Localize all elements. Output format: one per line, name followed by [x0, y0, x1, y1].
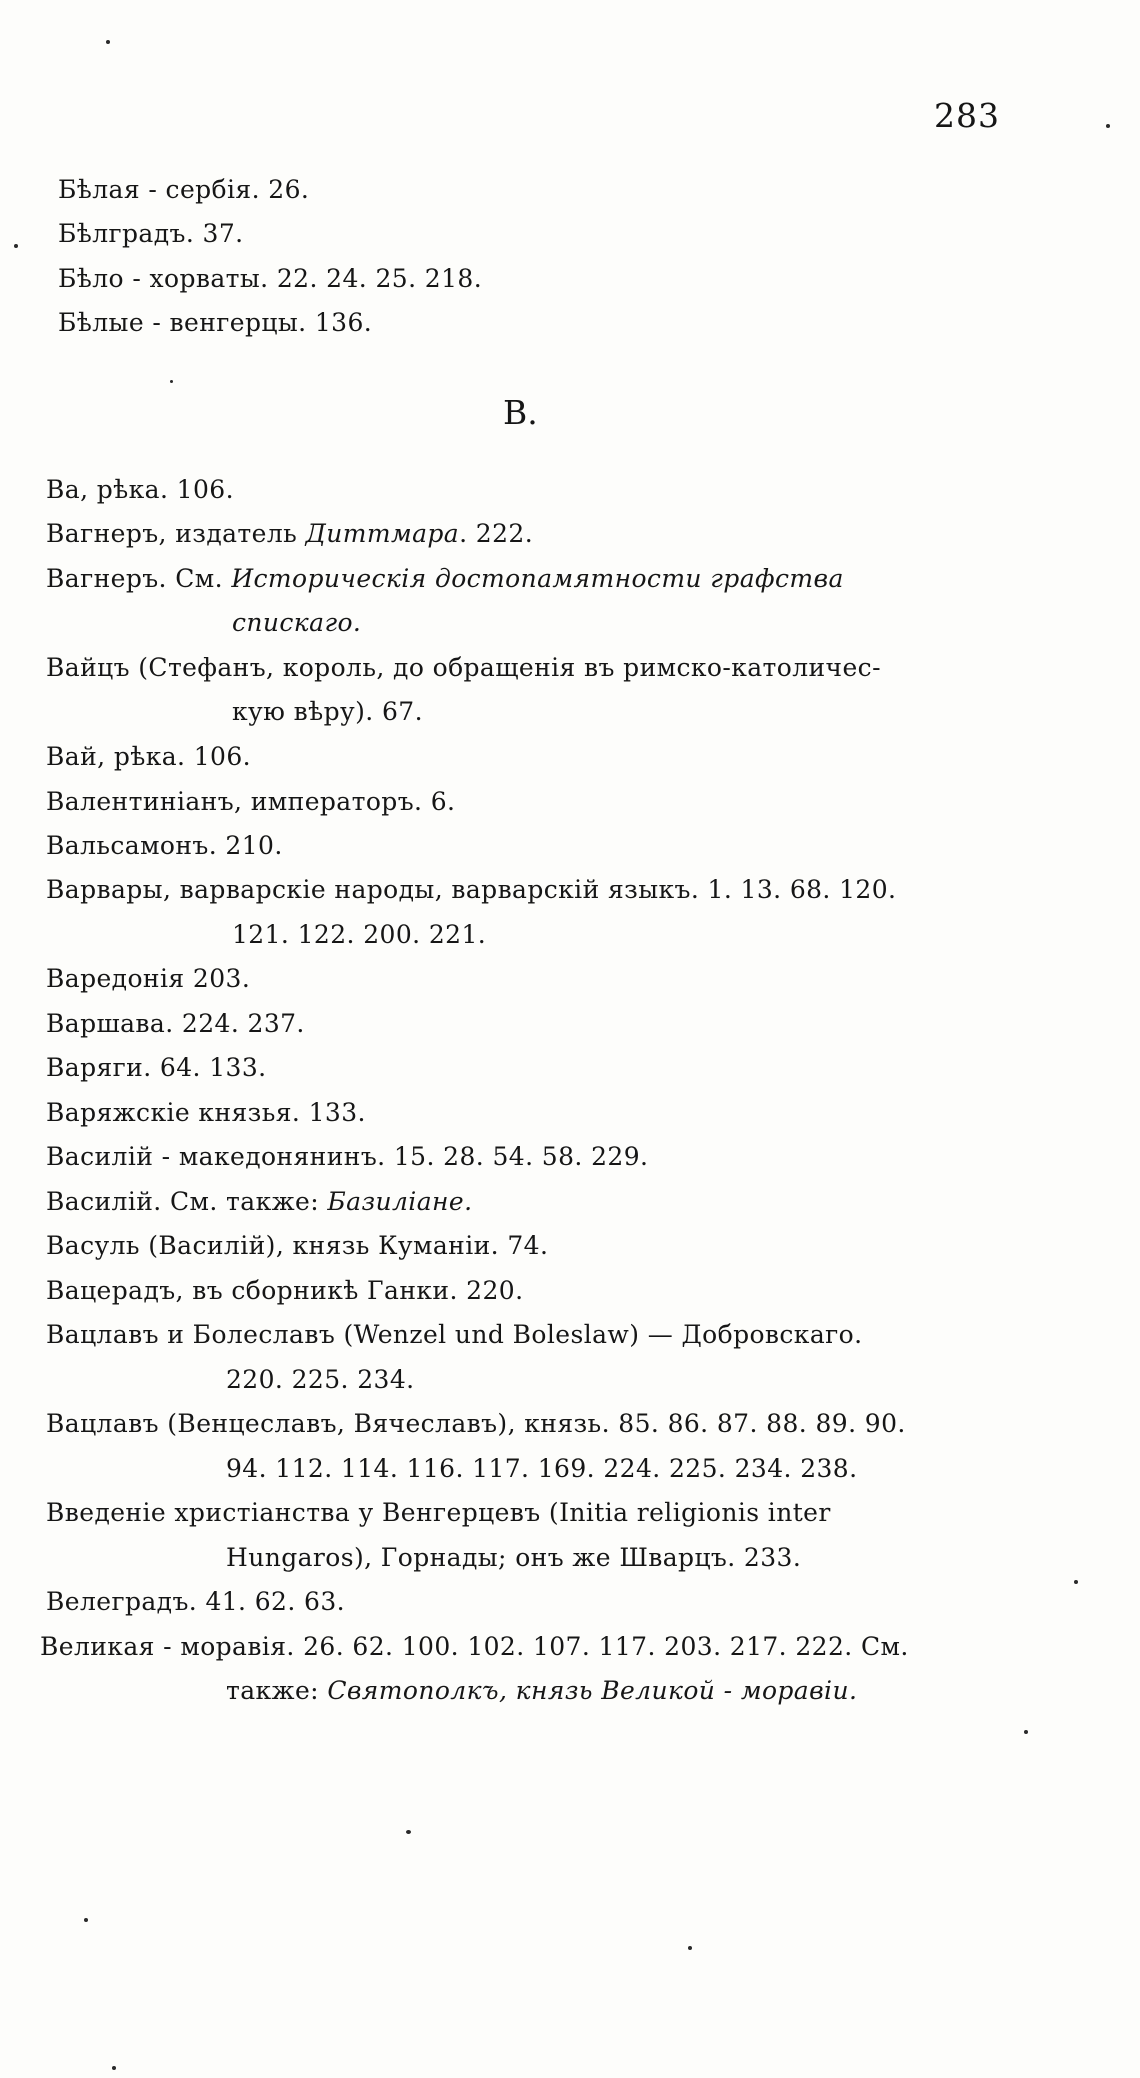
scan-speck: [112, 2066, 116, 2070]
entry-continuation: Hungaros), Горнады; онъ же Шварцъ. 233.: [226, 1543, 802, 1572]
index-entry: Варяги. 64. 133.: [46, 1053, 267, 1082]
scan-speck: [106, 40, 110, 44]
index-entry: Вацерадъ, въ сборникѣ Ганки. 220.: [46, 1276, 524, 1305]
entry-continuation: 94. 112. 114. 116. 117. 169. 224. 225. 234. 238.: [226, 1454, 858, 1483]
index-entry: Варшава. 224. 237.: [46, 1009, 305, 1038]
page-number: 283: [934, 96, 1000, 135]
scan-speck: [406, 1830, 411, 1834]
index-entry: [46, 512, 533, 556]
scan-speck: [84, 1918, 88, 1922]
scan-speck: [688, 1946, 692, 1950]
index-entry: Василій - македонянинъ. 15. 28. 54. 58. 229.: [46, 1142, 649, 1171]
scan-speck: [1024, 1730, 1028, 1734]
index-entry: Вацлавъ (Венцеславъ, Вячеславъ), князь. 85. 86. 87. 88. 89. 90.: [46, 1409, 906, 1438]
entry-text-after: . 222.: [459, 519, 534, 548]
scan-speck: [170, 380, 173, 383]
index-entry: Ва, рѣка. 106.: [46, 475, 234, 504]
index-entry: [46, 557, 844, 601]
index-entry: Велеградъ. 41. 62. 63.: [46, 1587, 346, 1616]
index-entry: Великая - моравія. 26. 62. 100. 102. 107. 117. 203. 217. 222. См.: [40, 1632, 909, 1661]
entry-italic-ref: Диттмара: [305, 519, 460, 548]
index-entry: [46, 1180, 472, 1224]
scan-speck: [14, 244, 18, 248]
index-entry: Бѣлая - сербія. 26.: [58, 175, 310, 204]
index-entry: Вай, рѣка. 106.: [46, 742, 251, 771]
entry-continuation: 121. 122. 200. 221.: [232, 920, 487, 949]
scan-speck: [1106, 124, 1110, 128]
index-entry: Васуль (Василій), князь Куманіи. 74.: [46, 1231, 549, 1260]
entry-continuation: кую вѣру). 67.: [232, 697, 423, 726]
index-entry: Варвары, варварскіе народы, варварскій языкъ. 1. 13. 68. 120.: [46, 875, 897, 904]
index-entry: Бѣлые - венгерцы. 136.: [58, 308, 373, 337]
index-entry: Введеніе христіанства у Венгерцевъ (Initia religionis inter: [46, 1498, 831, 1527]
entry-continuation: спискаго.: [232, 608, 362, 637]
scan-speck: [1074, 1580, 1078, 1584]
entry-text: также:: [226, 1676, 328, 1705]
entry-continuation: [226, 1669, 857, 1713]
index-entry: Бѣлградъ. 37.: [58, 219, 244, 248]
entry-italic-ref: Святополкъ, князь Великой - моравіи.: [327, 1676, 858, 1705]
entry-continuation: 220. 225. 234.: [226, 1365, 415, 1394]
index-entry: Вальсамонъ. 210.: [46, 831, 283, 860]
index-entry: Варедонія 203.: [46, 964, 251, 993]
entry-text: Вагнеръ, издатель: [46, 519, 306, 548]
index-entry: Вацлавъ и Болеславъ (Wenzel und Boleslaw) — Добровскаго.: [46, 1320, 863, 1349]
index-entry: Вайцъ (Стефанъ, король, до обращенія въ римско-католичес-: [46, 653, 881, 682]
section-letter: В.: [503, 393, 538, 432]
index-entry: Варяжскіе князья. 133.: [46, 1098, 366, 1127]
entry-italic-ref: Базиліане.: [327, 1187, 473, 1216]
entry-text: Вагнеръ. См.: [46, 564, 232, 593]
entry-text: Василій. См. также:: [46, 1187, 328, 1216]
entry-italic-ref: Историческія достопамятности графства: [231, 564, 844, 593]
index-entry: Бѣло - хорваты. 22. 24. 25. 218.: [58, 264, 483, 293]
index-entry: Валентиніанъ, императоръ. 6.: [46, 787, 456, 816]
